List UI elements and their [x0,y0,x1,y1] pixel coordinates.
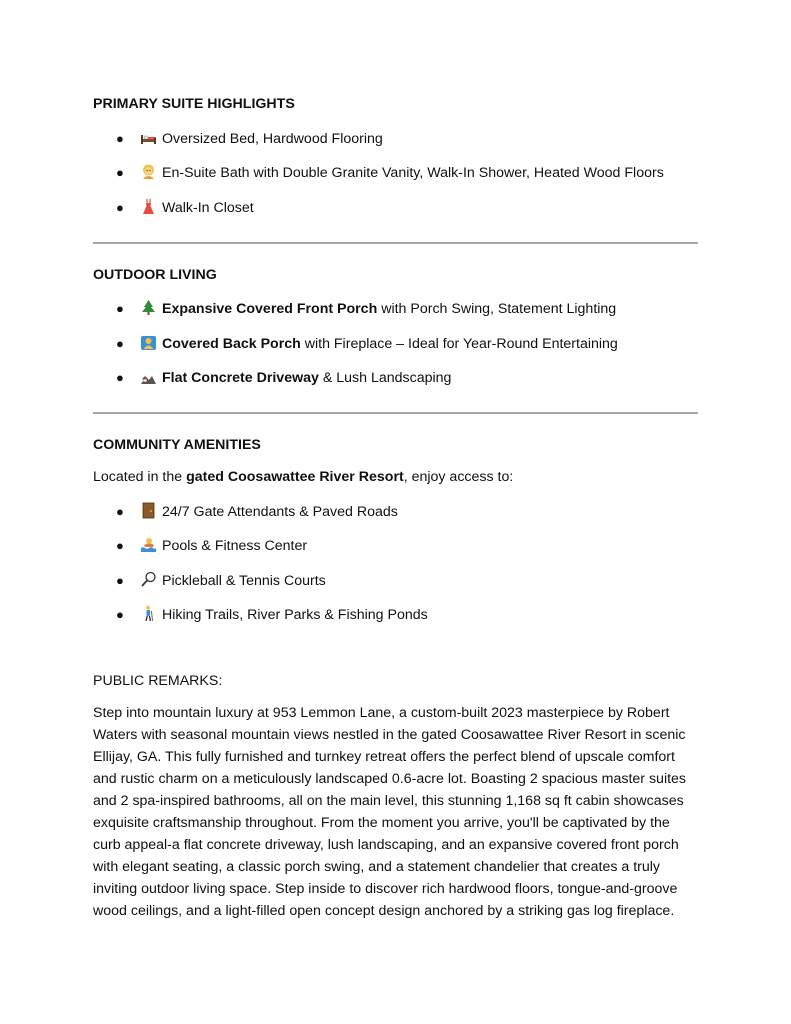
list-item [93,501,698,523]
remarks-line: and 2 spa-inspired bathrooms, all on the main level, this stunning 1,168 sq ft cabin showcases [93,793,684,809]
community-amenities-list [93,501,698,627]
person-bust-icon [140,334,157,351]
bullet-dot: ● [116,538,124,553]
remarks-line: Step into mountain luxury at 953 Lemmon Lane, a custom-built 2023 masterpiece by Robert [93,705,670,721]
intro-prefix: Located in the [93,469,187,485]
list-item [93,333,698,355]
bullet-dot: ● [116,130,124,146]
community-amenities-heading: COMMUNITY AMENITIES [93,437,261,453]
bullet-dot: ● [116,607,124,622]
list-item [93,367,698,389]
list-item-bold: Flat Concrete Driveway [162,370,319,386]
bullet-dot: ● [116,503,124,519]
remarks-line: Waters with seasonal mountain views nestled in the gated Coosawattee River Resort in scenic [93,727,686,743]
list-item-text: Walk-In Closet [162,199,254,216]
bullet-dot: ● [116,335,124,351]
public-remarks-paragraph [93,702,698,922]
hiker-icon [140,605,157,622]
evergreen-tree-icon [140,299,157,316]
remarks-line: curb appeal-a flat concrete driveway, lush landscaping, and an expansive covered front porch [93,837,679,853]
remarks-line: and rustic charm on a meticulously landscaped 0.6-acre lot. Boasting 2 spacious master suites [93,771,687,787]
primary-suite-list [93,128,698,219]
primary-suite-heading: PRIMARY SUITE HIGHLIGHTS [93,96,295,112]
list-item-text: with Porch Swing, Statement Lighting [377,301,617,317]
list-item-bold: Covered Back Porch [162,335,301,352]
intro-suffix: , enjoy access to: [403,469,514,485]
bullet-dot: ● [116,199,124,215]
list-item [93,604,698,626]
remarks-line: Ellijay, GA. This fully furnished and turnkey retreat offers the perfect blend of upscale comfort [93,749,675,765]
intro-bold: gated Coosawattee River Resort [186,469,404,485]
remarks-line: with elegant seating, a classic porch swing, and a statement chandelier that creates a truly [93,859,661,875]
house-landscape-icon [140,368,157,385]
list-item [93,298,698,320]
list-item-text: Pickleball & Tennis Courts [162,572,326,589]
outdoor-living-heading: OUTDOOR LIVING [93,266,217,283]
list-item-bold: Expansive Covered Front Porch [162,301,378,317]
list-item-text: with Fireplace – Ideal for Year-Round Entertaining [300,335,618,352]
list-item-text: & Lush Landscaping [318,370,452,386]
list-item [93,570,698,592]
bullet-dot: ● [116,165,124,180]
list-item [93,128,698,150]
list-item [93,162,698,184]
person-icon [140,163,157,180]
dress-icon [140,198,157,215]
list-item-text: Oversized Bed, Hardwood Flooring [162,130,383,147]
list-item-text: En-Suite Bath with Double Granite Vanity, Walk-In Shower, Heated Wood Floors [162,165,664,181]
swimmer-icon [140,536,157,553]
section-divider [93,412,698,414]
list-item-text: Pools & Fitness Center [162,538,308,554]
section-divider [93,242,698,244]
bullet-dot: ● [116,370,124,385]
remarks-line: inviting outdoor living space. Step inside to discover rich hardwood floors, tongue-and-groove [93,881,678,897]
remarks-line: exquisite craftsmanship throughout. From the moment you arrive, you'll be captivated by the [93,815,670,831]
bed-icon [140,129,157,146]
list-item-text: Hiking Trails, River Parks & Fishing Ponds [162,607,428,623]
list-item [93,197,698,219]
outdoor-living-list [93,298,698,389]
list-item-text: 24/7 Gate Attendants & Paved Roads [162,503,398,520]
public-remarks-label: PUBLIC REMARKS: [93,673,223,689]
bullet-dot: ● [116,572,124,588]
community-intro [93,466,698,488]
list-item [93,535,698,557]
bullet-dot: ● [116,301,124,316]
door-icon [140,502,157,519]
document-body [93,86,698,922]
remarks-line: wood ceilings, and a light-filled open concept design anchored by a striking gas log fireplace. [93,903,675,919]
racket-icon [140,571,157,588]
